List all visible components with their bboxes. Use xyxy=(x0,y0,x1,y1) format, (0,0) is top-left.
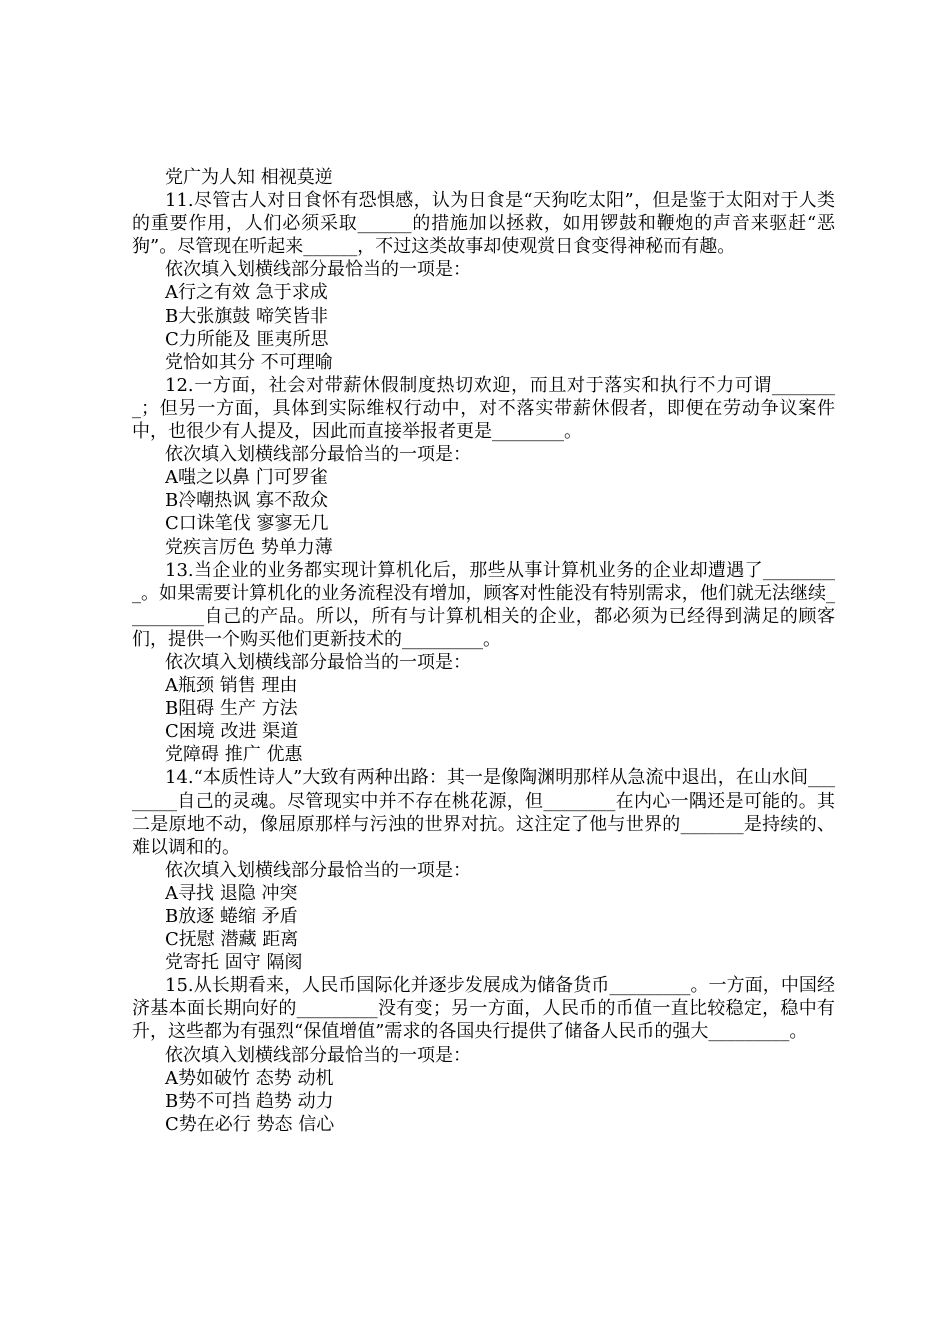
question-prompt: 依次填入划横线部分最恰当的一项是： xyxy=(165,444,471,466)
question-14 xyxy=(132,766,835,974)
question-prompt: 依次填入划横线部分最恰当的一项是： xyxy=(165,651,471,673)
question-stem: 15.从长期看来，人民币国际化并逐步发展成为储备货币_________。一方面，中国经济基本面长期向好的_________没有变；另一方面，人民币的币值一直比较稳定，稳中有升，这些都为有强烈“保值增值”需求的各国央行提供了储备人民币的强大_________。 xyxy=(132,975,835,1043)
option-b: B大张旗鼓 啼笑皆非 xyxy=(165,305,328,327)
option-b: B冷嘲热讽 寡不敌众 xyxy=(165,490,328,512)
option-a: A行之有效 急于求成 xyxy=(165,282,328,304)
question-prompt: 依次填入划横线部分最恰当的一项是： xyxy=(165,259,471,281)
question-13 xyxy=(132,559,835,767)
option-d: 党障碍 推广 优惠 xyxy=(165,744,303,766)
question-11 xyxy=(132,189,835,374)
option-b: B阻碍 生产 方法 xyxy=(165,698,298,720)
option-c: C困境 改进 渠道 xyxy=(165,721,299,743)
question-prompt: 依次填入划横线部分最恰当的一项是： xyxy=(165,859,471,881)
option-d: 党疾言厉色 势单力薄 xyxy=(165,536,333,558)
option-d: 党恰如其分 不可理喻 xyxy=(165,351,333,373)
question-prompt: 依次填入划横线部分最恰当的一项是： xyxy=(165,1044,471,1066)
question-stem: 14.“本质性诗人”大致有两种出路：其一是像陶渊明那样从急流中退出，在山水间________自己的灵魂。尽管现实中并不存在桃花源，但________在内心一隅还是可能的。其二是原地不动，像屈原那样与污浊的世界对抗。这注定了他与世界的_______是持续的、难以调和的。 xyxy=(132,767,835,858)
option-a: A嗤之以鼻 门可罗雀 xyxy=(165,467,328,489)
question-15 xyxy=(132,974,835,1136)
option-a: A瓶颈 销售 理由 xyxy=(165,675,298,697)
option-c: C力所能及 匪夷所思 xyxy=(165,328,329,350)
option-c: C势在必行 势态 信心 xyxy=(165,1113,335,1135)
option-c: C抚慰 潜藏 距离 xyxy=(165,929,299,951)
option-c: C口诛笔伐 寥寥无几 xyxy=(165,513,329,535)
option-a: A势如破竹 态势 动机 xyxy=(165,1067,334,1089)
question-stem: 12.一方面，社会对带薪休假制度热切欢迎，而且对于落实和执行不力可谓________；但另一方面，具体到实际维权行动中，对不落实带薪休假者，即便在劳动争议案件中，也很少有人提及，因此而直接举报者更是________。 xyxy=(132,374,835,443)
question-12 xyxy=(132,374,835,559)
document-page xyxy=(132,166,835,1136)
question-stem: 11.尽管古人对日食怀有恐惧感，认为日食是“天狗吃太阳”，但是鉴于太阳对于人类的重要作用，人们必须采取______的措施加以拯救，如用锣鼓和鞭炮的声音来驱赶“恶狗”。尽管现在听起来______，不过这类故事却使观赏日食变得神秘而有趣。 xyxy=(132,190,835,258)
question-stem: 13.当企业的业务都实现计算机化后，那些从事计算机业务的企业却遭遇了_________。如果需要计算机化的业务流程没有增加，顾客对性能没有特别需求，他们就无法继续_________自己的产品。所以，所有与计算机相关的企业，都必须为已经得到满足的顾客们，提供一个购买他们更新技术的_________。 xyxy=(132,559,835,650)
option-b: B势不可挡 趋势 动力 xyxy=(165,1090,334,1112)
option-b: B放逐 蜷缩 矛盾 xyxy=(165,906,298,927)
option-d: 党寄托 固守 隔阂 xyxy=(165,952,303,974)
option-a: A寻找 退隐 冲突 xyxy=(165,882,298,904)
option-line: 党广为人知 相视莫逆 xyxy=(165,167,333,188)
